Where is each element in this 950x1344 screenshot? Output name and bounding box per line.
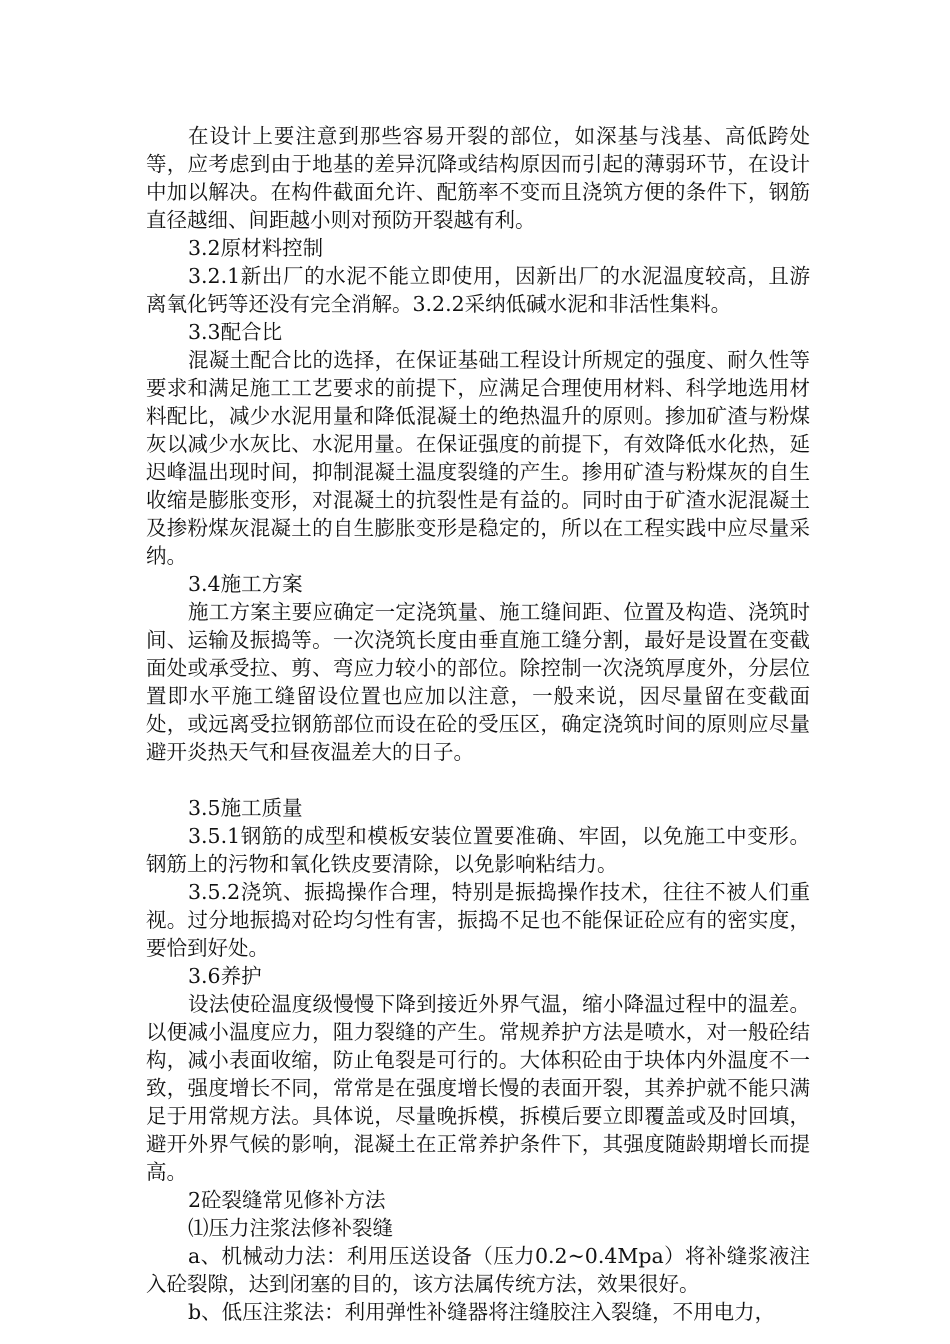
blank-line xyxy=(146,766,810,794)
heading-3-3: 3.3配合比 xyxy=(188,320,283,344)
paragraph-3-2-1: 3.2.1新出厂的水泥不能立即使用，因新出厂的水泥温度较高，且游离氧化钙等还没有完全消解。3.2.2采纳低碱水泥和非活性集料。 xyxy=(146,264,810,316)
paragraph-mix-ratio: 混凝土配合比的选择，在保证基础工程设计所规定的强度、耐久性等要求和满足施工工艺要求的前提下，应满足合理使用材料、科学地选用材料配比，减少水泥用量和降低混凝土的绝热温升的原则。掺加矿渣与粉煤灰以减少水灰比、水泥用量。在保证强度的前提下，有效降低水化热，延迟峰温出现时间，抑制混凝土温度裂缝的产生。掺用矿渣与粉煤灰的自生收缩是膨胀变形，对混凝土的抗裂性是有益的。同时由于矿渣水泥混凝土及掺粉煤灰混凝土的自生膨胀变形是稳定的，所以在工程实践中应尽量采纳。 xyxy=(146,348,810,568)
paragraph-3-5-1: 3.5.1钢筋的成型和模板安装位置要准确、牢固，以免施工中变形。钢筋上的污物和氧化铁皮要清除，以免影响粘结力。 xyxy=(146,824,810,876)
paragraph-curing: 设法使砼温度级慢慢下降到接近外界气温，缩小降温过程中的温差。以便减小温度应力，阻力裂缝的产生。常规养护方法是喷水，对一般砼结构，减小表面收缩，防止龟裂是可行的。大体积砼由于块体内外温度不一致，强度增长不同，常常是在强度增长慢的表面开裂，其养护就不能只满足于用常规方法。具体说，尽量晚拆模，拆模后要立即覆盖或及时回填，避开外界气候的影响，混凝土在正常养护条件下，其强度随龄期增长而提高。 xyxy=(146,992,810,1184)
paragraph-design-note: 在设计上要注意到那些容易开裂的部位，如深基与浅基、高低跨处等，应考虑到由于地基的差异沉降或结构原因而引起的薄弱环节，在设计中加以解决。在构件截面允许、配筋率不变而且浇筑方便的条件下，钢筋直径越细、间距越小则对预防开裂越有利。 xyxy=(146,124,810,232)
paragraph-construction-plan: 施工方案主要应确定一定浇筑量、施工缝间距、位置及构造、浇筑时间、运输及振捣等。一次浇筑长度由垂直施工缝分割，最好是设置在变截面处或承受拉、剪、弯应力较小的部位。除控制一次浇筑厚度外，分层位置即水平施工缝留设位置也应加以注意，一般来说，因尽量留在变截面处，或远离受拉钢筋部位而设在砼的受压区，确定浇筑时间的原则应尽量避开炎热天气和昼夜温差大的日子。 xyxy=(146,600,810,764)
paragraph-3-5-2: 3.5.2浇筑、振捣操作合理，特别是振捣操作技术，往往不被人们重视。过分地振捣对砼均匀性有害，振捣不足也不能保证砼应有的密实度，要恰到好处。 xyxy=(146,880,810,960)
document-body xyxy=(146,122,810,1326)
heading-3-2: 3.2原材料控制 xyxy=(188,236,324,260)
heading-3-6: 3.6养护 xyxy=(188,964,262,988)
paragraph-low-pressure-method: b、低压注浆法：利用弹性补缝器将注缝胶注入裂缝，不用电力， xyxy=(188,1300,776,1324)
heading-3-5: 3.5施工质量 xyxy=(188,796,303,820)
heading-pressure-grouting: ⑴压力注浆法修补裂缝 xyxy=(188,1216,393,1240)
heading-repair-methods: 2砼裂缝常见修补方法 xyxy=(188,1188,386,1212)
heading-3-4: 3.4施工方案 xyxy=(188,572,303,596)
paragraph-mechanical-method: a、机械动力法：利用压送设备（压力0.2~0.4Mpa）将补缝浆液注入砼裂隙，达到闭塞的目的，该方法属传统方法，效果很好。 xyxy=(146,1244,810,1296)
